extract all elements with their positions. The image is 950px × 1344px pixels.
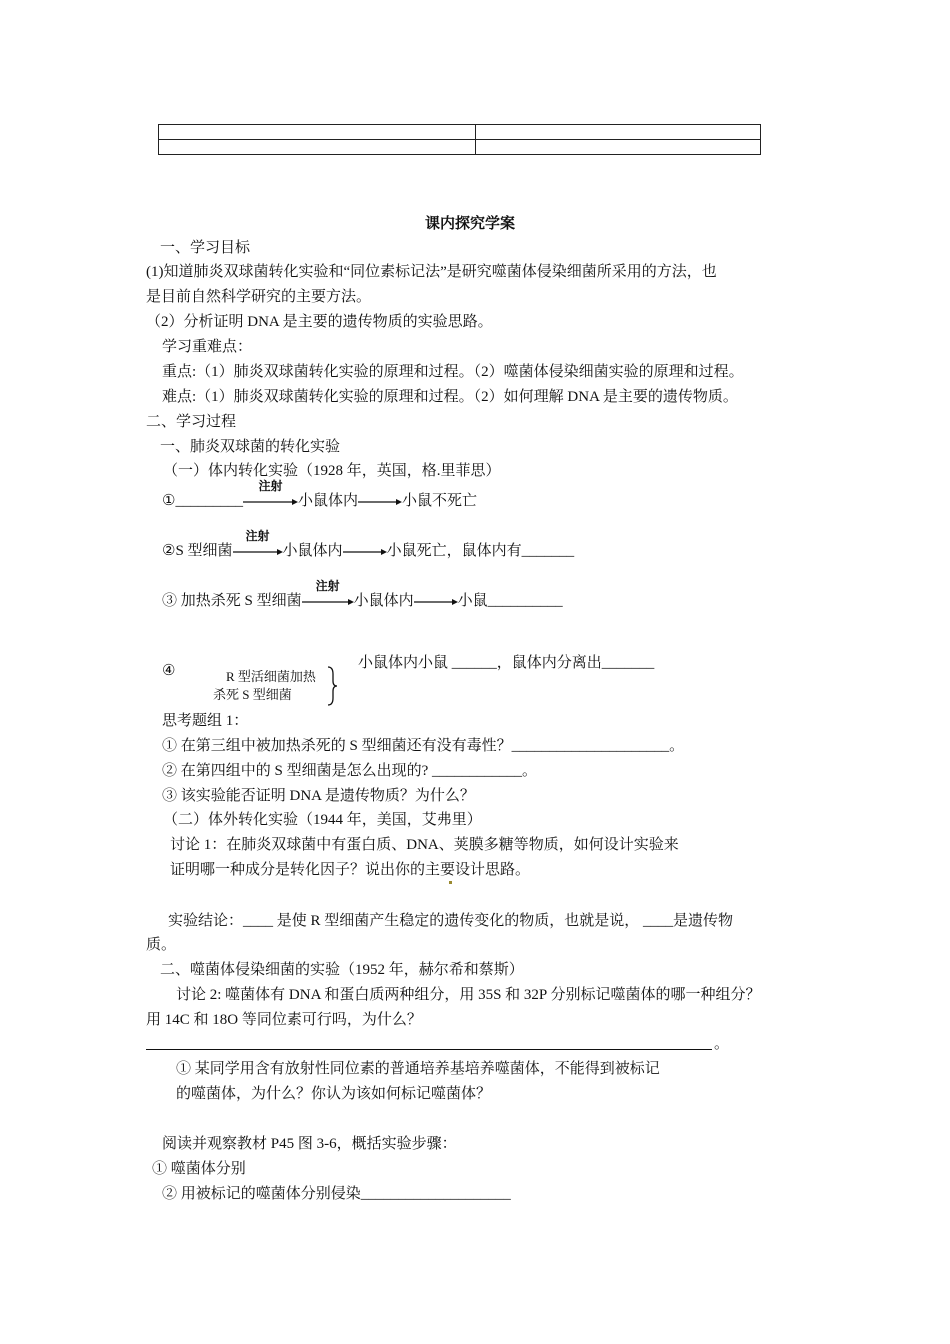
arrow-right-icon <box>358 497 402 507</box>
arrow-right-icon <box>243 497 298 507</box>
table-row <box>159 125 761 140</box>
arrow <box>414 592 458 610</box>
inject-label: 注射 <box>258 479 283 493</box>
part1-heading: 一、肺炎双球菌的转化实验 <box>160 439 341 455</box>
question-2: ② 在第四组中的 S 型细菌是怎么出现的? ____________。 <box>162 763 538 779</box>
stray-mark <box>449 881 452 884</box>
discussion-1-line-2: 证明哪一种成分是转化因子？说出你的主要设计思路。 <box>170 862 531 878</box>
brace-icon <box>326 666 338 706</box>
read-heading: 阅读并观察教材 P45 图 3-6，概括实验步骤： <box>162 1136 457 1152</box>
discussion-2-line-1: 讨论 2: 噬菌体有 DNA 和蛋白质两种组分，用 35S 和 32P 分别标记噬菌体的哪一种组分？ <box>176 987 761 1003</box>
experiment-2-mid: 小鼠体内 <box>282 543 343 559</box>
header-table <box>158 124 761 155</box>
experiment-4-result: 小鼠体内小鼠 ______，鼠体内分离出_______ <box>358 655 655 671</box>
experiment-3-mid: 小鼠体内 <box>353 593 414 609</box>
inject-label: 注射 <box>315 579 340 593</box>
answer-line-end: 。 <box>714 1036 730 1052</box>
arrow <box>358 492 402 510</box>
arrow-right-icon <box>302 597 354 607</box>
think-heading: 思考题组 1： <box>162 713 249 729</box>
experiment-4-line-1: R 型活细菌加热 <box>226 669 316 684</box>
experiment-3-prefix: ③ 加热杀死 S 型细菌 <box>162 593 302 609</box>
hard-points: 难点:（1）肺炎双球菌转化实验的原理和过程。（2）如何理解 DNA 是主要的遗传物质。 <box>162 389 738 405</box>
experiment-1-end: 小鼠不死亡 <box>401 493 477 509</box>
experiment-3 <box>162 579 563 610</box>
conclusion-line-2: 质。 <box>146 937 177 953</box>
phage-question-line-2: 的噬菌体，为什么？你认为该如何标记噬菌体？ <box>176 1086 492 1102</box>
discussion-2-line-2: 用 14C 和 18O 等同位素可行吗，为什么？ <box>146 1012 422 1028</box>
key-points: 重点:（1）肺炎双球菌转化实验的原理和过程。（2）噬菌体侵染细菌实验的原理和过程。 <box>162 364 744 380</box>
table-row <box>159 140 761 155</box>
answer-line <box>146 1049 712 1050</box>
goal-2: （2）分析证明 DNA 是主要的遗传物质的实验思路。 <box>146 314 493 330</box>
inject-arrow <box>243 479 298 510</box>
table-cell <box>159 125 476 140</box>
experiment-2 <box>162 529 575 560</box>
arrow-right-icon <box>233 547 283 557</box>
arrow-right-icon <box>414 597 458 607</box>
question-1: ① 在第三组中被加热杀死的 S 型细菌还有没有毒性？_____________________。 <box>162 738 685 754</box>
part2-heading: 二、噬菌体侵染细菌的实验（1952 年，赫尔希和蔡斯） <box>160 962 524 978</box>
experiment-4-line-2: 杀死 S 型细菌 <box>213 687 292 702</box>
table-cell <box>476 140 761 155</box>
goal-1-line-2: 是目前自然科学研究的主要方法。 <box>146 289 372 305</box>
invivo-heading: （一）体内转化实验（1928 年，英国，格.里菲思） <box>163 463 501 479</box>
conclusion-line-1: 实验结论：____ 是使 R 型细菌产生稳定的遗传变化的物质，也就是说， ____是遗传物 <box>168 913 734 929</box>
inject-arrow <box>302 579 354 610</box>
phage-question-line-1: ① 某同学用含有放射性同位素的普通培养基培养噬菌体，不能得到被标记 <box>176 1061 660 1077</box>
invitro-heading: （二）体外转化实验（1944 年，美国，艾弗里） <box>163 812 482 828</box>
experiment-1-prefix: ①_________ <box>162 493 243 509</box>
goal-1-line-1: (1)知道肺炎双球菌转化实验和“同位素标记法”是研究噬菌体侵染细菌所采用的方法，也 <box>146 264 717 280</box>
experiment-2-prefix: ②S 型细菌 <box>162 543 233 559</box>
experiment-2-end: 小鼠死亡，鼠体内有_______ <box>386 543 575 559</box>
section-heading-process: 二、学习过程 <box>146 414 237 430</box>
experiment-1 <box>162 479 477 510</box>
experiment-1-mid: 小鼠体内 <box>297 493 358 509</box>
arrow <box>343 542 387 560</box>
experiment-4-number: ④ <box>162 663 176 679</box>
question-3: ③ 该实验能否证明 DNA 是遗传物质？为什么？ <box>162 788 475 804</box>
discussion-1-line-1: 讨论 1：在肺炎双球菌中有蛋白质、DNA、荚膜多糖等物质，如何设计实验来 <box>170 837 679 853</box>
table-cell <box>159 140 476 155</box>
step-1: ① 噬菌体分别 <box>152 1161 246 1177</box>
experiment-3-end: 小鼠__________ <box>457 593 563 609</box>
arrow-right-icon <box>343 547 387 557</box>
step-2: ② 用被标记的噬菌体分别侵染____________________ <box>162 1186 511 1202</box>
section-heading-goals: 一、学习目标 <box>160 240 251 256</box>
inject-label: 注射 <box>245 529 270 543</box>
inject-arrow <box>233 529 283 560</box>
table-cell <box>476 125 761 140</box>
difficulty-heading: 学习重难点： <box>162 339 253 355</box>
page-title: 课内探究学案 <box>425 216 516 232</box>
